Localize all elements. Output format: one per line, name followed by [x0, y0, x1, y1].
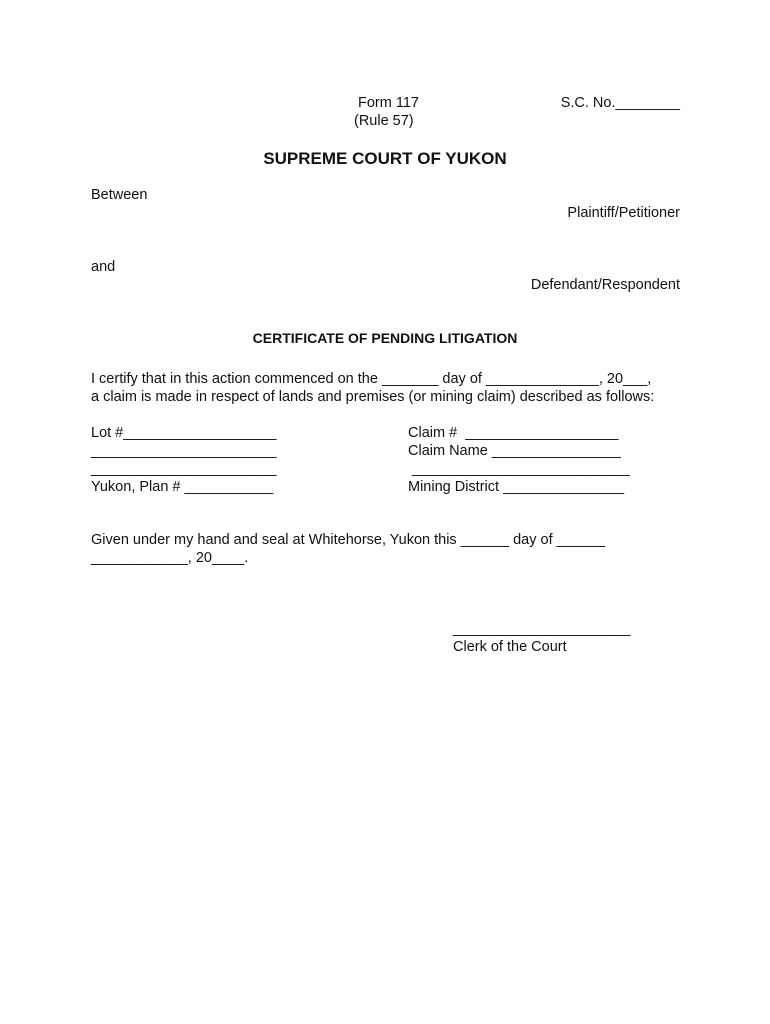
certificate-title: CERTIFICATE OF PENDING LITIGATION: [252, 330, 518, 346]
signature-label: Clerk of the Court: [453, 639, 567, 655]
court-file-number-field[interactable]: S.C. No.________: [560, 95, 680, 111]
claim-number-field[interactable]: Claim # ___________________: [408, 425, 619, 441]
given-line-1[interactable]: Given under my hand and seal at Whitehorse, Yukon this ______ day of ______: [91, 532, 606, 548]
lot-blank-line-1[interactable]: _______________________: [91, 443, 277, 459]
certify-line-2: a claim is made in respect of lands and premises (or mining claim) described as follows:: [91, 389, 655, 405]
given-line-2[interactable]: ____________, 20____.: [91, 550, 249, 566]
claim-blank-line[interactable]: ___________________________: [408, 461, 630, 477]
between-label: Between: [91, 187, 148, 203]
lot-number-field[interactable]: Lot #___________________: [91, 425, 277, 441]
and-label: and: [91, 259, 116, 275]
lot-blank-line-2[interactable]: _______________________: [91, 461, 277, 477]
mining-district-field[interactable]: Mining District _______________: [408, 479, 625, 495]
court-title: SUPREME COURT OF YUKON: [263, 149, 507, 168]
claim-name-field[interactable]: Claim Name ________________: [408, 443, 621, 459]
form-number: Form 117: [358, 95, 419, 111]
signature-line[interactable]: ______________________: [453, 621, 631, 637]
rule-reference: (Rule 57): [354, 113, 414, 129]
plaintiff-label: Plaintiff/Petitioner: [567, 205, 680, 221]
plan-number-field[interactable]: Yukon, Plan # ___________: [91, 479, 274, 495]
defendant-label: Defendant/Respondent: [530, 277, 680, 293]
certify-line-1[interactable]: I certify that in this action commenced on the _______ day of ______________, 20___,: [91, 371, 652, 387]
